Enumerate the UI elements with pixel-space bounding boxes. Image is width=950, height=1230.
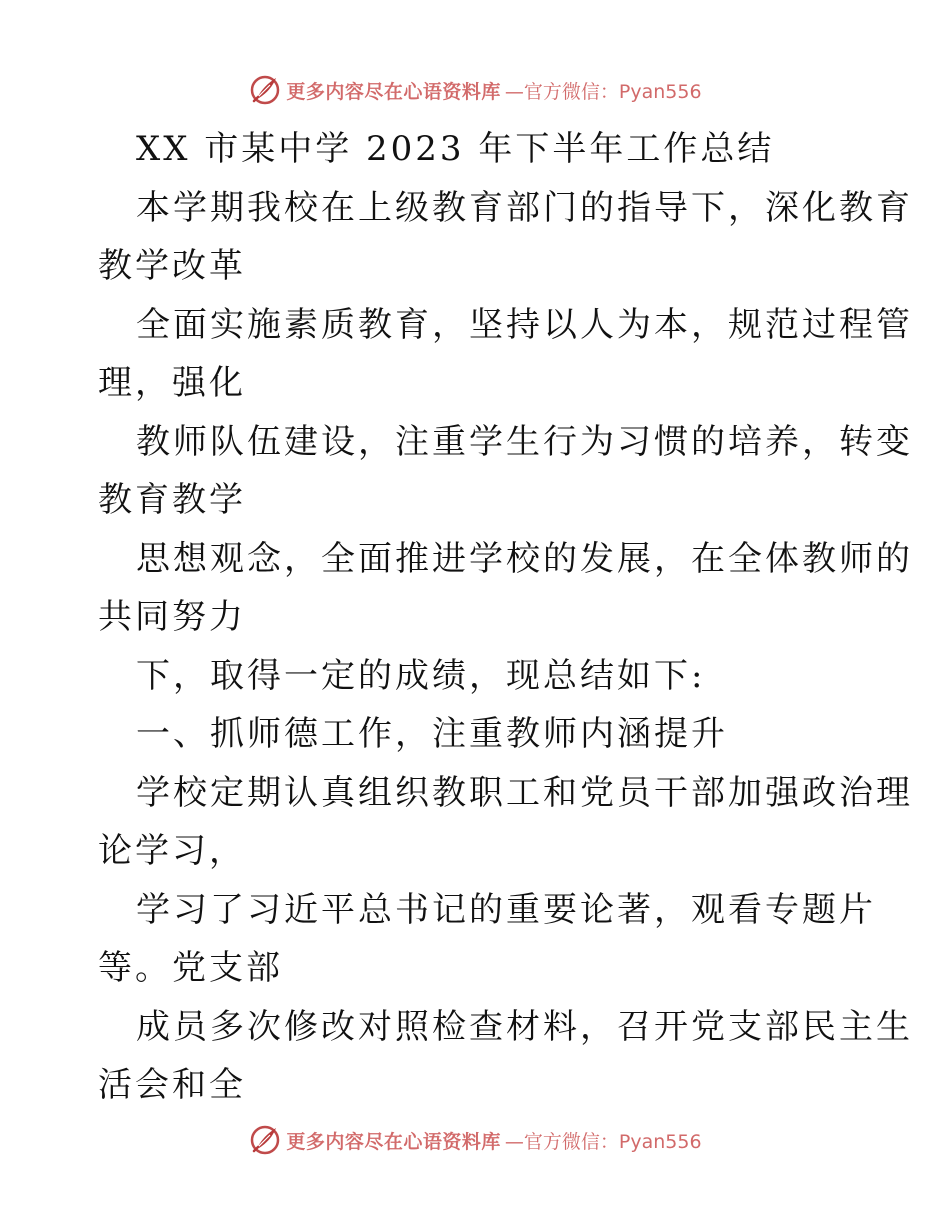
header-banner-wechat-text: —官方微信：Pyan556 bbox=[504, 80, 702, 103]
footer-banner bbox=[0, 1118, 950, 1162]
paragraph-line: 教育教学 bbox=[98, 480, 246, 520]
paragraph-line: 思想观念，全面推进学校的发展，在全体教师的 bbox=[136, 538, 913, 579]
paragraph-line: 共同努力 bbox=[98, 597, 246, 637]
document-title: XX 市某中学 2023 年下半年工作总结 bbox=[136, 129, 775, 169]
paragraph-line: 论学习， bbox=[98, 831, 246, 871]
footer-banner-wechat-text: —官方微信：Pyan556 bbox=[504, 1130, 702, 1153]
paragraph-line: 成员多次修改对照检查材料，召开党支部民主生 bbox=[136, 1006, 913, 1047]
header-banner-inner bbox=[248, 73, 701, 107]
paragraph-line: 本学期我校在上级教育部门的指导下，深化教育 bbox=[136, 187, 913, 228]
footer-banner-main-text: 更多内容尽在心语资料库 bbox=[286, 1130, 501, 1153]
section-heading: 一、抓师德工作，注重教师内涵提升 bbox=[136, 714, 728, 754]
header-banner-main-text: 更多内容尽在心语资料库 bbox=[286, 80, 501, 103]
paragraph-line: 全面实施素质教育，坚持以人为本，规范过程管 bbox=[136, 304, 913, 345]
paragraph-line: 教师队伍建设，注重学生行为习惯的培养，转变 bbox=[136, 421, 913, 462]
feather-pen-logo-icon bbox=[248, 1123, 282, 1157]
document-body bbox=[98, 120, 913, 1115]
paragraph-line: 学校定期认真组织教职工和党员干部加强政治理 bbox=[136, 772, 913, 813]
paragraph-line: 等。党支部 bbox=[98, 948, 283, 988]
paragraph-line: 学习了习近平总书记的重要论著，观看专题片 bbox=[136, 889, 876, 930]
paragraph-line: 理，强化 bbox=[98, 363, 246, 403]
paragraph-line: 活会和全 bbox=[98, 1065, 246, 1105]
feather-pen-logo-icon bbox=[248, 73, 282, 107]
header-banner bbox=[0, 68, 950, 112]
paragraph-line: 下，取得一定的成绩，现总结如下: bbox=[136, 655, 706, 696]
footer-banner-inner bbox=[248, 1123, 701, 1157]
paragraph-line: 教学改革 bbox=[98, 246, 246, 286]
